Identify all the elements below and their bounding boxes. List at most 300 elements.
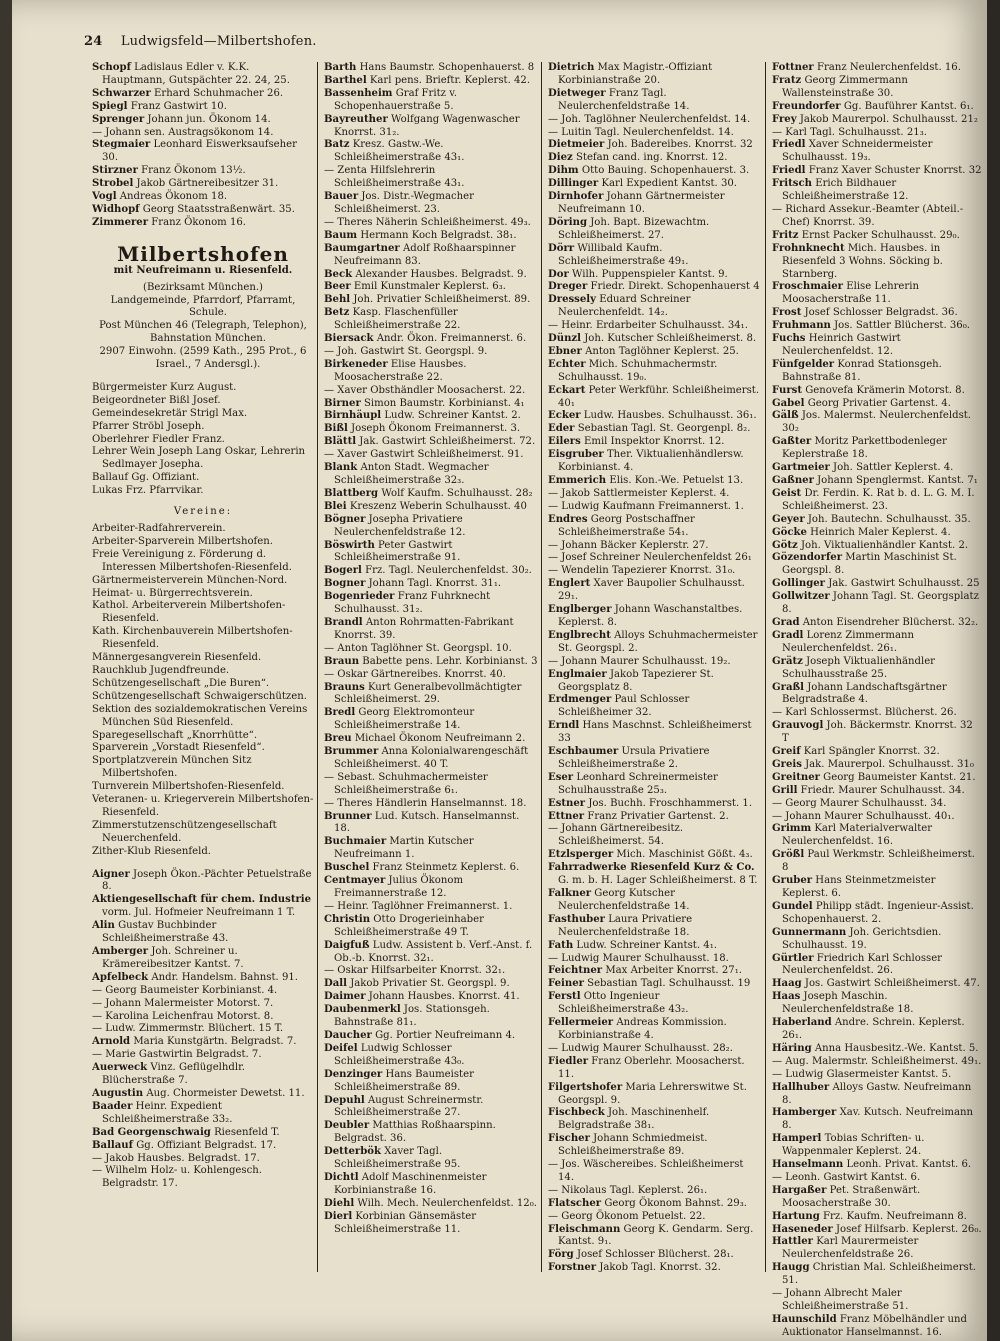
- entry-details: Genovefa Krämerin Motorst. 8.: [805, 384, 965, 396]
- directory-entry: [772, 475, 982, 488]
- directory-entry: [772, 746, 982, 759]
- entry-details: Willibald Kaufm. Schleißheimerstraße 49₁.: [558, 242, 689, 267]
- entry-details: — Karolina Leichenfrau Motorst. 8.: [92, 1010, 274, 1022]
- directory-entry: [548, 1211, 762, 1224]
- entry-surname: Brunner: [324, 810, 372, 822]
- directory-entry: [324, 269, 538, 282]
- directory-entry: [324, 682, 538, 708]
- entry-surname: Fritsch: [772, 178, 812, 190]
- entry-details: Johann Hausbes. Knorrst. 41.: [368, 991, 520, 1003]
- entry-details: Hermann Koch Belgradst. 38₁.: [360, 229, 517, 241]
- directory-entry: [548, 772, 762, 798]
- entry-surname: Blattberg: [324, 487, 379, 499]
- directory-entry: [92, 88, 314, 101]
- club-entry: Gärtnermeisterverein München-Nord.: [92, 574, 288, 586]
- directory-entry: [324, 875, 538, 901]
- directory-entry: [548, 114, 762, 127]
- page-header: [84, 34, 317, 49]
- entry-surname: Fleischmann: [548, 1223, 621, 1235]
- entry-surname: Bißl: [324, 423, 348, 435]
- entry-surname: Grätz: [772, 655, 803, 667]
- directory-entry: [548, 294, 762, 320]
- column-3: [548, 62, 762, 1275]
- entry-details: Leonhard Schreinermeister Schulhausstraße 25₃.: [558, 771, 718, 796]
- entry-details: Lud. Kutsch. Hanselmannst. 18.: [334, 810, 520, 835]
- entry-surname: Grimm: [772, 823, 812, 835]
- directory-entry: [324, 359, 538, 385]
- entry-surname: Gälß: [772, 410, 799, 422]
- directory-entry: [772, 978, 982, 991]
- directory-entry: [772, 811, 982, 824]
- entry-surname: Graßl: [772, 681, 804, 693]
- entry-details: Joh. Bautechn. Schulhausst. 35.: [807, 513, 971, 525]
- directory-entry: [92, 1062, 314, 1088]
- directory-entry: [92, 1101, 314, 1127]
- directory-entry: [324, 243, 538, 269]
- entry-surname: Gollinger: [772, 578, 825, 590]
- entry-surname: Gunnermann: [772, 926, 847, 938]
- club-entry: Zimmerstutzenschützengesellschaft Neuerchenfeld.: [92, 819, 277, 844]
- directory-entry: [324, 501, 538, 514]
- directory-entry: [772, 630, 982, 656]
- directory-entry: [92, 1165, 314, 1191]
- entry-surname: Hallhuber: [772, 1081, 830, 1093]
- directory-entry: [772, 1211, 982, 1224]
- entry-details: Georg Privatier Gartenst. 4.: [807, 397, 951, 409]
- directory-entry: [92, 217, 314, 230]
- directory-entry: [324, 733, 538, 746]
- directory-entry: [92, 165, 314, 178]
- entry-surname: Gaßner: [772, 475, 814, 486]
- directory-entry: [548, 540, 762, 553]
- directory-entry: [548, 346, 762, 359]
- entry-surname: Friedl: [772, 165, 806, 177]
- entry-surname: Greitner: [772, 771, 820, 783]
- directory-entry: [324, 591, 538, 617]
- entry-details: — Karl Tagl. Schulhausst. 21₃.: [772, 126, 927, 138]
- entry-details: — Oskar Hilfsarbeiter Knorrst. 32₁.: [324, 965, 506, 977]
- entry-details: Jos. Buchh. Froschhammerst. 1.: [588, 797, 753, 809]
- entry-surname: Haunschild: [772, 1313, 837, 1325]
- entry-surname: Fellermeier: [548, 1017, 614, 1029]
- entry-surname: Stirzner: [92, 165, 138, 177]
- entry-details: Martin Kutscher Neufreimann 1.: [334, 836, 474, 861]
- directory-entry: [92, 1036, 314, 1049]
- entry-details: — Ludwig Kaufmann Freimannerst. 1.: [548, 500, 744, 512]
- entry-surname: Daigfuß: [324, 939, 370, 951]
- directory-entry: [324, 333, 538, 346]
- directory-entry: [324, 1146, 538, 1172]
- directory-entry: [772, 540, 982, 553]
- officials-list: [92, 382, 314, 498]
- entry-details: Kreszenz Weberin Schulhausst. 40: [349, 500, 527, 512]
- directory-entry: [548, 423, 762, 436]
- entry-surname: Haugg: [772, 1262, 810, 1274]
- entry-surname: Englberger: [548, 604, 612, 616]
- entry-surname: Grauvogl: [772, 720, 824, 732]
- directory-entry: [548, 978, 762, 991]
- entry-surname: Gürtler: [772, 952, 814, 964]
- entry-surname: Bredl: [324, 707, 356, 719]
- entry-details: — Georg Baumeister Korbinianst. 4.: [92, 984, 278, 996]
- entry-details: — Aug. Malermstr. Schleißheimerst. 49₁.: [772, 1055, 982, 1067]
- entry-details: Georg Baumeister Kantst. 21.: [823, 771, 976, 783]
- entry-surname: Göcke: [772, 526, 807, 538]
- directory-entry: [324, 346, 538, 359]
- entry-surname: Dall: [324, 978, 347, 990]
- entry-surname: Grill: [772, 784, 798, 796]
- directory-entry: [324, 436, 538, 449]
- directory-entry: [548, 1262, 762, 1275]
- entry-details: — Theres Näherin Schleißheimerst. 49₃.: [324, 216, 531, 228]
- entry-surname: Fruhmann: [772, 320, 831, 332]
- entry-details: — Wilhelm Holz- u. Kohlengesch. Belgradstr. 17.: [92, 1165, 262, 1190]
- entry-details: Franz Ökonom 16.: [151, 216, 247, 228]
- directory-entry: [92, 946, 314, 972]
- entry-surname: Augustin: [92, 1087, 144, 1099]
- column-1: [92, 62, 314, 1191]
- directory-entry: [548, 940, 762, 953]
- entry-surname: Englmaier: [548, 668, 607, 680]
- entry-details: Joseph Viktualienhändler Schulhausstraße 25.: [782, 655, 936, 680]
- entry-details: — Leonh. Gastwirt Kantst. 6.: [772, 1171, 921, 1183]
- directory-entry: [548, 798, 762, 811]
- directory-entry: [548, 953, 762, 966]
- directory-entry: [772, 307, 982, 320]
- entry-surname: Dihm: [548, 165, 579, 177]
- entry-details: Stefan cand. ing. Knorrst. 12.: [575, 152, 728, 164]
- town-info-line: 2907 Einwohn. (2599 Kath., 295 Prot., 6 Israel., 7 Andersgl.).: [99, 346, 307, 371]
- entry-details: Joh. Schreiner u. Krämereibesitzer Kantst. 7.: [102, 946, 244, 970]
- book-edge: [987, 0, 1000, 1341]
- directory-entry: [324, 643, 538, 656]
- entry-details: Philipp städt. Ingenieur-Assist. Schopenhauerst. 2.: [782, 900, 974, 925]
- entry-surname: Hamberger: [772, 1107, 837, 1119]
- entry-surname: Vogl: [92, 191, 117, 203]
- entry-details: Julius Ökonom Freimannerstraße 12.: [334, 875, 464, 899]
- entry-details: Jakob Tagl. Knorrst. 32.: [599, 1262, 721, 1274]
- club-entry: Turnverein Milbertshofen-Riesenfeld.: [92, 781, 285, 793]
- directory-entry: [772, 552, 982, 578]
- entry-surname: Freundorfer: [772, 100, 841, 112]
- directory-entry: [324, 88, 538, 114]
- directory-entry: [548, 320, 762, 333]
- directory-entry: [92, 114, 314, 127]
- entry-surname: Bogenrieder: [324, 591, 395, 603]
- directory-entry: [772, 991, 982, 1017]
- entry-details: Max Magistr.-Offiziant Korbinianstraße 20.: [558, 62, 713, 86]
- entry-details: Wolf Kaufm. Schulhausst. 28₂: [381, 487, 533, 499]
- column-rule: [317, 62, 318, 1272]
- entry-surname: Falkner: [548, 888, 592, 899]
- directory-entry: [324, 114, 538, 140]
- entry-details: Jakob Gärtnereibesitzer 31.: [136, 178, 279, 190]
- entry-surname: Biersack: [324, 333, 374, 345]
- entry-surname: Deubler: [324, 1120, 370, 1132]
- directory-entry: [772, 101, 982, 114]
- entry-surname: Depuhl: [324, 1094, 365, 1106]
- entry-surname: Geist: [772, 487, 802, 499]
- entry-details: — Oskar Gärtnereibes. Knorrst. 40.: [324, 668, 506, 680]
- directory-entry: [324, 514, 538, 540]
- entry-details: Joh. Viktualienhändler Kantst. 2.: [800, 539, 969, 551]
- entry-details: — Johann Albrecht Maler Schleißheimerstraße 51.: [772, 1288, 909, 1312]
- directory-entry: [548, 669, 762, 695]
- entry-surname: Buchmaier: [324, 836, 387, 848]
- entry-details: Matthias Roßhaarspinn. Belgradst. 36.: [334, 1120, 496, 1145]
- entry-surname: Hanselmann: [772, 1159, 844, 1171]
- directory-entry: [548, 1249, 762, 1262]
- entry-surname: Dor: [548, 268, 569, 280]
- entry-surname: Eilers: [548, 436, 581, 448]
- entry-details: Alloys Gastw. Neufreimann 8.: [782, 1081, 972, 1106]
- entry-details: Franz Fuhrknecht Schulhausst. 31₂.: [334, 591, 491, 616]
- club-entry: Sparverein „Vorstadt Riesenfeld“.: [92, 742, 265, 754]
- entry-details: Jakob Maurerpol. Schulhausst. 21₂: [799, 113, 978, 125]
- directory-entry: [772, 75, 982, 101]
- directory-entry: [324, 1120, 538, 1146]
- entry-details: Vinz. Geflügelhdlr. Blücherstraße 7.: [102, 1062, 246, 1087]
- directory-entry: [324, 410, 538, 423]
- entry-details: Joseph Ökon.-Pächter Petuelstraße 8.: [102, 868, 312, 893]
- entry-details: Jos. Stationsgeh. Bahnstraße 81₁.: [334, 1004, 490, 1029]
- entry-surname: Zimmerer: [92, 216, 149, 228]
- entry-details: — Richard Assekur.-Beamter (Abteil.-Chef) Knorrst. 39.: [772, 203, 964, 228]
- book-gutter: [0, 0, 12, 1341]
- directory-entry: [772, 591, 982, 617]
- entry-details: Hans Baumstr. Schopenhauerst. 8: [359, 62, 535, 73]
- entry-details: Otto Drogerieinhaber Schleißheimerstraße 49 T.: [334, 913, 484, 938]
- entry-details: — Marie Gastwirtin Belgradst. 7.: [92, 1049, 262, 1061]
- entry-surname: Filgertshofer: [548, 1081, 623, 1093]
- entry-surname: Dierl: [324, 1210, 353, 1222]
- directory-entry: [324, 1004, 538, 1030]
- entry-surname: Gundel: [772, 900, 813, 912]
- entry-details: Wolfgang Wagenwascher Knorrst. 31₂.: [334, 113, 520, 138]
- entry-details: Mich. Maschinist Gößt. 4₃.: [616, 849, 753, 861]
- entry-details: — Johann Maurer Schulhausst. 40₁.: [772, 810, 955, 822]
- directory-entry: [324, 746, 538, 772]
- club-entry: Heimat- u. Bürgerrechtsverein.: [92, 587, 253, 599]
- entry-surname: Fischer: [548, 1133, 590, 1145]
- directory-entry: [548, 152, 762, 165]
- directory-entry: [324, 385, 538, 398]
- directory-entry: [548, 578, 762, 604]
- entry-details: Ladislaus Edler v. K.K. Hauptmann, Gutspächter 22. 24, 25.: [102, 62, 290, 86]
- column-2: [324, 62, 538, 1236]
- directory-entry: [548, 1107, 762, 1133]
- directory-entry: [324, 75, 538, 88]
- entry-details: Leonhard Eiswerksaufseher 30.: [102, 139, 297, 164]
- directory-entry: [324, 217, 538, 230]
- directory-entry: [772, 527, 982, 540]
- entry-surname: Häring: [772, 1042, 812, 1054]
- directory-entry: [772, 1043, 982, 1056]
- entry-surname: Brummer: [324, 746, 379, 758]
- entry-details: Anton Rohrmatten-Fabrikant Knorrst. 39.: [334, 616, 514, 641]
- entry-details: Jos. Distr.-Wegmacher Schleißheimerst. 23.: [334, 191, 474, 215]
- entry-details: Elise Hausbes. Moosacherstraße 22.: [334, 358, 467, 383]
- entry-details: Kresz. Gastw.-We. Schleißheimerstraße 43₁.: [334, 139, 465, 164]
- directory-entry: [324, 1043, 538, 1069]
- directory-entry: [324, 669, 538, 682]
- directory-entry: [772, 410, 982, 436]
- entry-surname: Haseneder: [772, 1223, 833, 1235]
- directory-entry: [324, 423, 538, 436]
- club-entry: Sektion des sozialdemokratischen Vereins München Süd Riesenfeld.: [92, 703, 308, 728]
- directory-entry: [92, 62, 314, 88]
- directory-entry: [548, 514, 762, 540]
- directory-entry: [324, 1069, 538, 1095]
- entry-surname: Sprenger: [92, 113, 145, 125]
- entry-surname: Daimer: [324, 991, 366, 1003]
- entry-details: Joh. Maschinenhelf. Belgradstraße 38₁.: [558, 1107, 710, 1132]
- entry-details: Gg. Bauführer Kantst. 6₁.: [843, 100, 974, 112]
- entry-details: Georg Kutscher Neulerchenfeldstraße 14.: [558, 888, 690, 912]
- entry-details: Korbinian Gänsemäster Schleißheimerstraße 11.: [334, 1210, 477, 1235]
- directory-entry: [772, 927, 982, 953]
- entry-details: Paul Werkmstr. Schleißheimerst. 8: [782, 849, 975, 874]
- entry-details: — Johann sen. Austragsökonom 14.: [92, 126, 274, 138]
- directory-entry: [92, 1088, 314, 1101]
- directory-entry: [324, 1198, 538, 1211]
- directory-entry: [548, 488, 762, 501]
- entry-surname: Gözendorfer: [772, 552, 843, 564]
- directory-entry: [772, 178, 982, 204]
- entry-details: Anna Hausbesitz.-We. Kantst. 5.: [814, 1042, 979, 1054]
- entry-details: Karl Materialverwalter Neulerchenfeldst. 16.: [782, 823, 933, 848]
- entry-details: Josef Hilfsarb. Keplerst. 26₀.: [835, 1223, 982, 1235]
- directory-entry: [772, 1017, 982, 1043]
- entry-details: Jos. Malermst. Neulerchenfeldst. 30₂: [782, 410, 972, 435]
- entry-details: Jakob Tapezierer St. Georgsplatz 8.: [558, 668, 714, 693]
- directory-entry: [324, 540, 538, 566]
- club-entry: Freie Vereinigung z. Förderung d. Interessen Milbertshofen-Riesenfeld.: [92, 548, 292, 573]
- entry-surname: Haas: [772, 991, 801, 1003]
- entry-details: Franz Neulerchenfeldst. 16.: [816, 62, 961, 73]
- entry-details: Joh. Sattler Keplerst. 4.: [833, 462, 954, 474]
- entry-surname: Blei: [324, 500, 347, 512]
- directory-entry: [772, 772, 982, 785]
- entry-surname: Flatscher: [548, 1197, 602, 1209]
- entry-details: Franz Ökonom 13½.: [141, 165, 246, 177]
- entry-surname: Aktiengesellschaft für chem. Industrie: [92, 894, 312, 906]
- entry-surname: Betz: [324, 307, 350, 319]
- entry-details: — Wendelin Tapezierer Knorrst. 31₀.: [548, 565, 736, 577]
- entry-surname: Apfelbeck: [92, 971, 149, 983]
- entry-surname: Bogerl: [324, 565, 362, 577]
- directory-entry: [324, 656, 538, 669]
- entry-surname: Alin: [92, 920, 115, 932]
- entry-surname: Friedl: [772, 139, 806, 151]
- directory-entry: [548, 965, 762, 978]
- entry-details: Alloys Schuhmachermeister St. Georgspl. 2.: [558, 629, 758, 654]
- entry-surname: Beer: [324, 281, 351, 293]
- entry-surname: Echter: [548, 358, 586, 370]
- directory-entry: [548, 630, 762, 656]
- directory-entry: [324, 565, 538, 578]
- entry-details: Johann Spenglermst. Kantst. 7₁: [817, 475, 978, 486]
- entry-details: Pet. Straßenwärt. Moosacherstraße 30.: [782, 1184, 921, 1209]
- entry-details: — Xaver Gastwirt Schleißheimerst. 91.: [324, 449, 524, 461]
- entry-surname: Estner: [548, 797, 586, 809]
- entry-surname: Brandl: [324, 616, 363, 628]
- entry-surname: Aigner: [92, 868, 130, 880]
- entry-details: Karl pens. Brieftr. Keplerst. 42.: [369, 74, 531, 86]
- directory-entry: [772, 204, 982, 230]
- entry-surname: Birner: [324, 397, 361, 409]
- directory-entry: [324, 462, 538, 488]
- entry-details: Joseph Maschin. Neulerchenfeldstraße 18.: [782, 991, 914, 1016]
- directory-entry: [324, 307, 538, 333]
- club-entry: Schützengesellschaft Schwaigerschützen.: [92, 690, 307, 702]
- entry-surname: Widhopf: [92, 203, 140, 215]
- entry-details: Michael Ökonom Neufreimann 2.: [354, 733, 526, 745]
- entry-details: — Jos. Wäschereibes. Schleißheimerst 14.: [548, 1159, 744, 1183]
- directory-entry: [772, 398, 982, 411]
- official-entry: Ballauf Gg. Offiziant.: [92, 472, 200, 484]
- directory-entry: [548, 656, 762, 669]
- directory-entry: [548, 1082, 762, 1108]
- entry-details: Graf Fritz v. Schopenhauerstraße 5.: [334, 87, 457, 112]
- official-entry: Gemeindesekretär Strigl Max.: [92, 407, 248, 419]
- entry-surname: Schopf: [92, 62, 131, 73]
- directory-entry: [92, 1023, 314, 1036]
- entry-list: [772, 62, 982, 1340]
- entry-surname: Hartung: [772, 1210, 820, 1222]
- entry-details: Georg Postschaffner Schleißheimerstraße 54₁.: [558, 513, 695, 538]
- directory-entry: [772, 578, 982, 591]
- entry-surname: Hamperl: [772, 1133, 822, 1145]
- entry-details: Jak. Gastwirt Schleißheimerst. 72.: [359, 436, 536, 448]
- directory-entry: [772, 656, 982, 682]
- directory-entry: [324, 836, 538, 862]
- entry-details: Franz Oberlehr. Moosacherst. 11.: [558, 1055, 745, 1080]
- directory-entry: [548, 436, 762, 449]
- entry-details: Wilh. Mech. Neulerchenfeldst. 12₀.: [357, 1197, 537, 1209]
- directory-entry: [548, 269, 762, 282]
- entry-details: Franz Möbelhändler und Auktionator Hanselmannst. 16.: [782, 1313, 968, 1338]
- entry-surname: Gollwitzer: [772, 591, 830, 603]
- entry-surname: Grad: [772, 616, 800, 628]
- directory-entry: [548, 1056, 762, 1082]
- directory-entry: [772, 720, 982, 746]
- entry-surname: Froschmaier: [772, 281, 844, 293]
- directory-entry: [548, 178, 762, 191]
- entry-details: Franz Steinmetz Keplerst. 6.: [372, 862, 520, 874]
- directory-entry: [772, 785, 982, 798]
- entry-surname: Frost: [772, 307, 802, 319]
- entry-details: Gg. Offiziant Belgradst. 17.: [136, 1139, 277, 1151]
- club-entry: Kath. Kirchenbauverein Milbertshofen-Riesenfeld.: [92, 626, 293, 651]
- directory-entry: [324, 940, 538, 966]
- entry-details: Johann Tagl. St. Georgsplatz 8.: [782, 591, 979, 616]
- entry-surname: Fiedler: [548, 1055, 589, 1067]
- directory-entry: [772, 1133, 982, 1159]
- clubs-list: [92, 523, 314, 859]
- entry-details: Elis. Kon.-We. Petuelst 13.: [609, 475, 744, 486]
- entry-details: Jak. Gastwirt Schulhausst. 25: [828, 578, 980, 590]
- entry-surname: Fritz: [772, 229, 799, 241]
- entry-surname: Böswirth: [324, 539, 375, 551]
- entry-details: Erhard Schuhmacher 26.: [154, 87, 284, 99]
- entry-details: Joh. Bäckermstr. Knorrst. 32 T: [782, 720, 973, 745]
- directory-entry: [324, 191, 538, 217]
- directory-entry: [548, 165, 762, 178]
- entry-surname: Frey: [772, 113, 797, 125]
- entry-details: Frz. Tagl. Neulerchenfeldst. 30₂.: [365, 565, 532, 577]
- entry-details: Karl Maurermeister Neulerchenfeldstraße 26.: [782, 1236, 919, 1261]
